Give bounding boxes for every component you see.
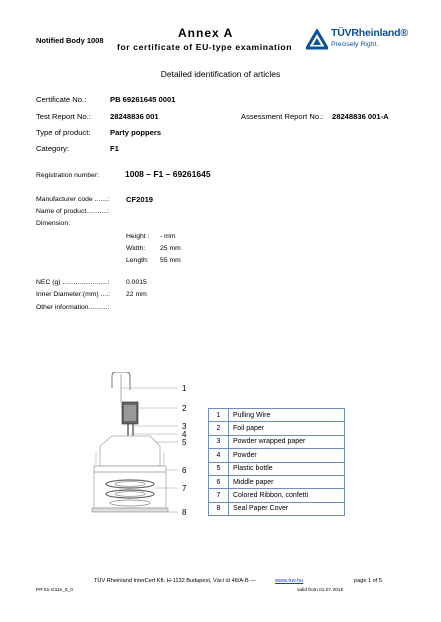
registration-label: Registration number: [36,172,100,179]
product-type-label: Type of product: [36,128,91,137]
assessment-report-label: Assessment Report No.: [241,112,324,121]
legend-row [209,422,345,435]
height-label: Height : [126,233,150,240]
product-type-value: Party poppers [110,128,162,137]
inner-diameter-value: 22 mm [126,291,147,298]
legend-number: 4 [209,449,229,462]
components-legend-table [208,408,345,516]
length-label: Length: [126,257,149,264]
manufacturer-code-label: Manufacturer code .......: [36,196,110,203]
height-value: - mm [160,233,176,240]
diagram-number: 4 [182,430,187,439]
dimension-label: Dimension: [36,220,70,227]
legend-row [209,462,345,475]
test-report-label: Test Report No.: [36,112,91,121]
diagram-number: 1 [182,384,187,393]
legend-description: Seal Paper Cover [229,502,345,515]
legend-row [209,449,345,462]
legend-description: Pulling Wire [229,409,345,422]
certificate-label: Certificate No.: [36,95,87,104]
logo-name: TÜVRheinland® [331,27,408,39]
legend-description: Powder [229,449,345,462]
legend-description: Plastic bottle [229,462,345,475]
footer-valid-from: valid from 01.07.2015 [297,588,344,593]
diagram-number: 8 [182,508,187,517]
footer-address: TÜV Rheinland InterCert Kft. H-1132 Budapest, Váci út 48/A-B — [94,578,256,584]
notified-body: Notified Body 1008 [36,36,104,45]
legend-description: Powder wrapped paper [229,435,345,448]
legend-row [209,435,345,448]
test-report-value: 28248836 001 [110,112,159,121]
diagram-number: 2 [182,404,187,413]
category-value: F1 [110,144,119,153]
tuv-logo [306,25,414,55]
category-label: Category: [36,144,69,153]
legend-number: 2 [209,422,229,435]
legend-number: 1 [209,409,229,422]
tuv-triangle-icon [306,29,328,51]
certificate-value: PB 69261645 0001 [110,95,176,104]
legend-row [209,502,345,515]
diagram-number: 5 [182,438,187,447]
party-popper-diagram [0,372,200,522]
diagram-number: 7 [182,484,187,493]
annex-title: Annex A [178,26,234,40]
width-value: 25 mm [160,245,181,252]
product-name-label: Name of product...........: [36,208,109,215]
other-info-label: Other information..........: [36,304,110,311]
legend-description: Middle paper [229,475,345,488]
legend-description: Foil paper [229,422,345,435]
legend-number: 5 [209,462,229,475]
section-heading: Detailed identification of articles [160,69,281,79]
logo-tagline: Precisely Right. [331,41,379,48]
manufacturer-code-value: CF2019 [126,195,154,204]
footer-form-code: PR 51-G11e_5_0 [36,588,73,593]
legend-number: 7 [209,489,229,502]
legend-description: Colored Ribbon, confetti [229,489,345,502]
nec-label: NEC (g) ........................: [36,279,110,286]
width-label: Width: [126,245,146,252]
inner-diameter-label: Inner Diameter:(mm) ....: [36,291,111,298]
legend-row [209,409,345,422]
annex-subtitle: for certificate of EU-type examination [117,42,293,52]
diagram-number: 6 [182,466,187,475]
legend-row [209,475,345,488]
diagram-number: 3 [182,422,187,431]
nec-value: 0.0015 [126,279,147,286]
footer-website-link[interactable]: www.tuv.hu [275,578,304,584]
footer-page-number: page 1 of 5 [354,578,382,584]
legend-number: 3 [209,435,229,448]
assessment-report-value: 28248836 001-A [332,112,389,121]
legend-number: 8 [209,502,229,515]
length-value: 55 mm [160,257,181,264]
registration-value: 1008 – F1 – 69261645 [125,169,211,179]
legend-row [209,489,345,502]
legend-number: 6 [209,475,229,488]
